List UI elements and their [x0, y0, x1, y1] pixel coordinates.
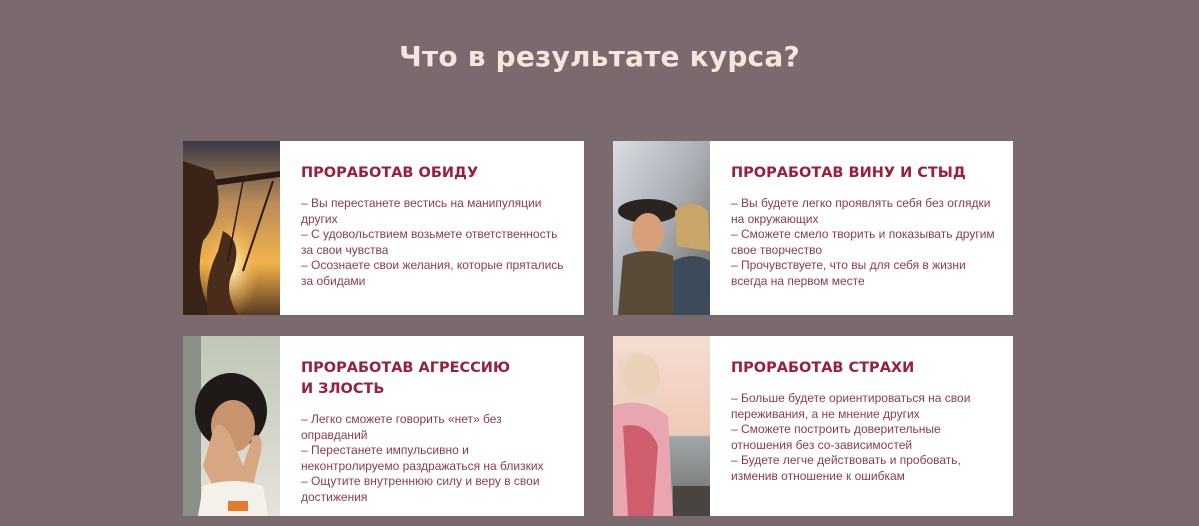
benefit-list: [301, 412, 566, 505]
card-body: [731, 163, 995, 289]
result-card-resentment: [183, 141, 584, 315]
list-item: – Будете легче действовать и пробовать, изменив отношение к ошибкам: [731, 453, 961, 483]
list-item: – Перестанете импульсивно и неконтролируемо раздражаться на близких: [301, 443, 544, 473]
benefit-list: [731, 391, 995, 484]
card-body: [731, 358, 995, 484]
list-item: – Больше будете ориентироваться на свои переживания, а не мнение других: [731, 391, 971, 421]
list-item: – Сможете построить доверительные отношения без со-зависимостей: [731, 422, 941, 452]
benefit-list: [731, 196, 995, 289]
section-title: Что в результате курса?: [399, 40, 800, 73]
sunset-swing-photo: [183, 141, 280, 315]
list-item: – Легко сможете говорить «нет» без оправданий: [301, 412, 502, 442]
laughing-women-photo: [613, 141, 710, 315]
girl-stop-hand-photo: [183, 336, 280, 516]
card-title: ПРОРАБОТАВ ВИНУ И СТЫД: [731, 165, 966, 181]
woman-sea-photo: [613, 336, 710, 516]
result-card-guilt-shame: [613, 141, 1013, 315]
list-item: – Осознаете свои желания, которые прятались за обидами: [301, 258, 564, 288]
benefit-list: [301, 196, 566, 289]
list-item: – Ощутите внутреннюю силу и веру в свои достижения: [301, 474, 540, 504]
result-card-aggression-anger: [183, 336, 584, 516]
list-item: – Вы будете легко проявлять себя без оглядки на окружающих: [731, 196, 991, 226]
card-title: ПРОРАБОТАВ АГРЕССИЮ И ЗЛОСТЬ: [301, 360, 510, 397]
list-item: – Сможете смело творить и показывать другим свое творчество: [731, 227, 995, 257]
card-title: ПРОРАБОТАВ СТРАХИ: [731, 360, 915, 376]
list-item: – Вы перестанете вестись на манипуляции других: [301, 196, 542, 226]
list-item: – С удовольствием возьмете ответственность за свои чувства: [301, 227, 558, 257]
result-card-fears: [613, 336, 1013, 516]
card-body: [301, 358, 566, 505]
list-item: – Прочувствуете, что вы для себя в жизни всегда на первом месте: [731, 258, 966, 288]
card-body: [301, 163, 566, 289]
card-title: ПРОРАБОТАВ ОБИДУ: [301, 165, 479, 181]
